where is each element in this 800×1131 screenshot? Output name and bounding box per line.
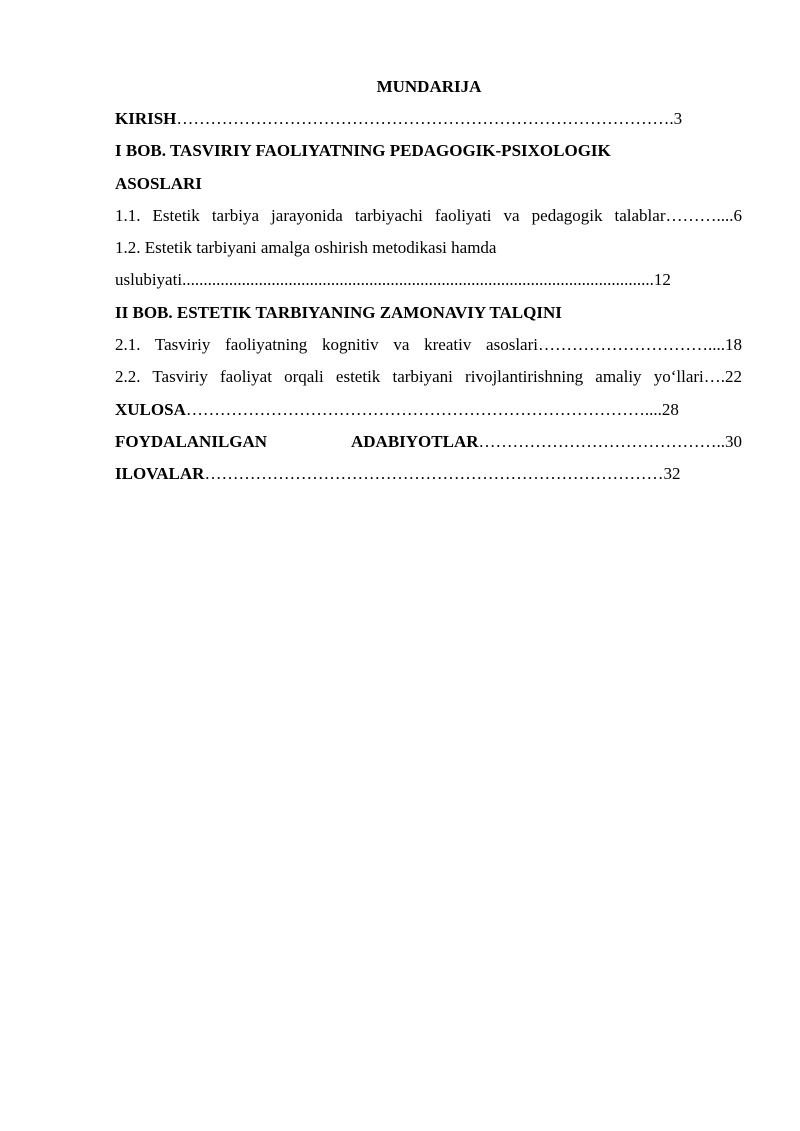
toc-entry-leader-page: ...............................................................................................................12 [182, 270, 671, 290]
toc-chapter-1-heading-cont [115, 173, 742, 195]
table-of-contents [115, 108, 742, 496]
toc-entry-leader-page: …………………………………………………………………………….3 [176, 109, 683, 128]
toc-entry-leader-page: ………………………………………………………………………....28 [185, 399, 679, 419]
toc-entry-kirish [115, 108, 742, 130]
toc-entry-1-1 [115, 205, 742, 227]
toc-entry-text: FOYDALANILGAN ADABIYOTLAR [115, 431, 479, 451]
toc-entry-leader-page: ………....6 [665, 205, 742, 225]
toc-entry-text: 2.2. Tasviriy faoliyat orqali estetik tarbiyani rivojlantirishning amaliy yo‘llari [115, 367, 704, 387]
toc-entry-text: XULOSA [115, 399, 186, 419]
toc-entry-xulosa [115, 399, 742, 421]
toc-chapter-1-heading [115, 140, 742, 162]
toc-title: MUNDARIJA [376, 77, 482, 96]
toc-entry-text: 1.2. Estetik tarbiyani amalga oshirish metodikasi hamda [115, 238, 497, 258]
toc-entry-text: ILOVALAR [115, 464, 205, 484]
toc-entry-1-2-cont [115, 269, 742, 291]
toc-entry-adabiyotlar [115, 431, 742, 453]
toc-chapter-2-heading [115, 302, 742, 324]
toc-entry-leader-page: ….22 [703, 367, 742, 387]
toc-entry-text: 2.1. Tasviriy faoliyatning kognitiv va kreativ asoslari [115, 335, 538, 355]
toc-entry-text: uslubiyati [115, 270, 183, 290]
toc-entry-ilovalar [115, 463, 742, 485]
toc-entry-2-1 [115, 334, 742, 356]
toc-entry-1-2 [115, 237, 742, 259]
toc-entry-leader-page: ………………………………………………………………………32 [204, 464, 681, 484]
toc-entry-text: ASOSLARI [115, 173, 202, 193]
toc-entry-text: II BOB. ESTETIK TARBIYANING ZAMONAVIY TALQINI [115, 302, 562, 322]
toc-entry-text: KIRISH [115, 109, 177, 128]
toc-entry-leader-page: ……………………………………..30 [478, 431, 742, 451]
toc-entry-text: I BOB. TASVIRIY FAOLIYATNING PEDAGOGIK-PSIXOLOGIK [115, 141, 611, 161]
toc-entry-text: 1.1. Estetik tarbiya jarayonida tarbiyachi faoliyati va pedagogik talablar [115, 205, 666, 225]
toc-entry-2-2 [115, 366, 742, 388]
toc-entry-leader-page: …………………………....18 [538, 335, 742, 355]
